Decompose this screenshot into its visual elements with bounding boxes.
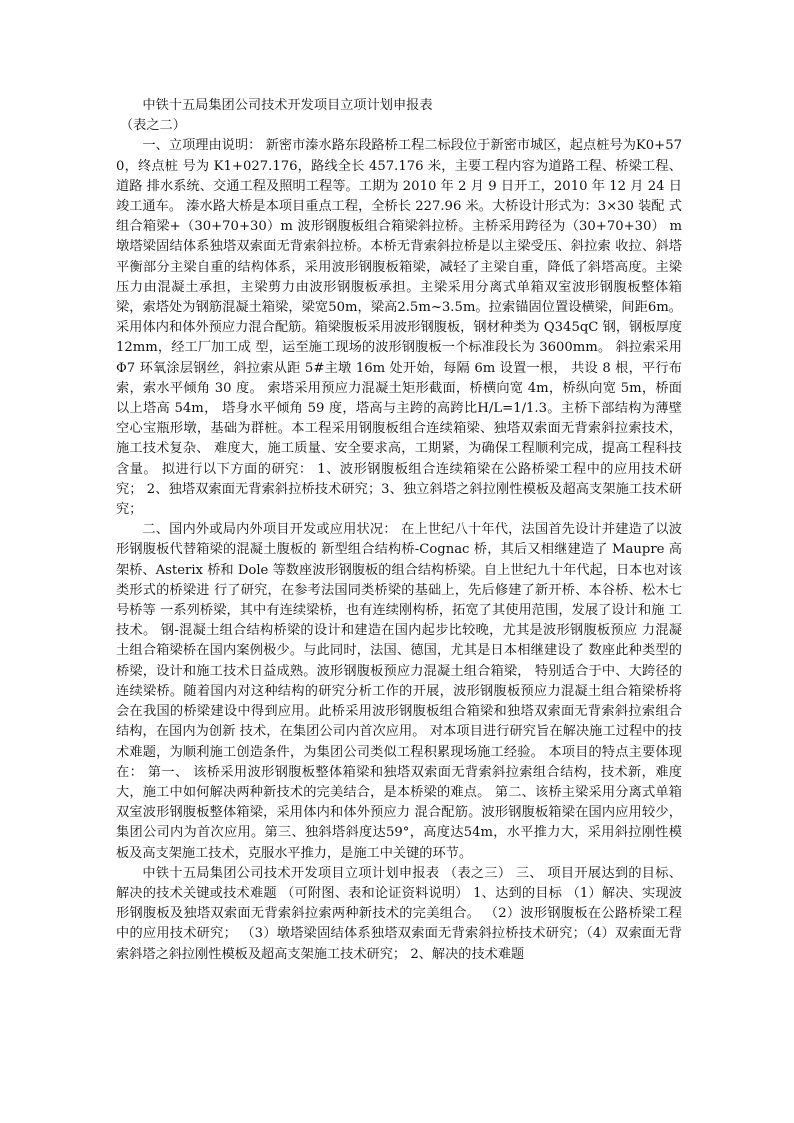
document-body: [116, 96, 682, 965]
document-subtitle: （表之二）: [120, 118, 186, 134]
paragraph-domestic-foreign-status: 二、国内外或局内外项目开发或应用状况： 在上世纪八十年代，法国首先设计并建造了以波形钢腹板代替箱梁的混凝土腹板的 新型组合结构桥-Cognac 桥，其后又相继建造了 Maupre 高架桥、Asterix 桥和 Dole 等数座波形钢腹板的组合结构桥梁。自上世纪九十年代起，日本也对该类形式的桥梁进 行了研究，在参考法国同类桥梁的基础上，先后修建了新开桥、本谷桥、松木七号桥等 一系列桥梁，其中有连续梁桥，也有连续刚构桥，拓宽了其使用范围，发展了设计和施 工技术。 钢-混凝土组合结构桥梁的设计和建造在国内起步比较晚，尤其是波形钢腹板预应 力混凝土组合箱梁桥在国内案例极少。与此同时，法国、德国，尤其是日本相继建设了 数座此种类型的桥梁，设计和施工技术日益成熟。波形钢腹板预应力混凝土组合箱梁， 特别适合于中、大跨径的连续梁桥。随着国内对这种结构的研究分析工作的开展，波形钢腹板预应力混凝土组合箱梁桥将会在我国的桥梁建设中得到应用。此桥采用波形钢腹板组合箱梁和独塔双索面无背索斜拉索组合结构，在国内为创新 技术，在集团公司内首次应用。 对本项目进行研究旨在解决施工过程中的技术难题，为顺利施工创造条件，为集团公司类似工程积累现场施工经验。 本项目的特点主要体现在： 第一、 该桥采用波形钢腹板整体箱梁和独塔双索面无背索斜拉索组合结构，技术新，难度大，施工中如何解决两种新技术的完美结合，是本桥梁的难点。 第二、该桥主梁采用分离式单箱双室波形钢腹板整体箱梁，采用体内和体外预应力 混合配筋。波形钢腹板箱梁在国内应用较少，集团公司内为首次应用。第三、独斜塔斜度达59°，高度达54m，水平推力大，采用斜拉刚性模板及高支架施工技术，克服水平推力，是施工中关键的环节。: [116, 522, 682, 861]
paragraph-project-goals: 中铁十五局集团公司技术开发项目立项计划申报表 （表之三） 三、 项目开展达到的目标、解决的技术关键或技术难题 （可附图、表和论证资料说明） 1、达到的目标 （1）解决、实现波形钢腹板及独塔双索面无背索斜拉索两种新技术的完美组合。 （2）波形钢腹板在公路桥梁工程中的应用技术研究； （3）墩塔梁固结体系独塔双索面无背索斜拉桥技术研究；（4）双索面无背索斜塔之斜拉刚性模板及超高支架施工技术研究； 2、解决的技术难题: [116, 865, 682, 962]
document-title: 中铁十五局集团公司技术开发项目立项计划申报表: [142, 98, 433, 113]
paragraph-project-reason: 一、立项理由说明： 新密市溱水路东段路桥工程二标段位于新密市城区，起点桩号为K0+570，终点桩 号为 K1+027.176，路线全长 457.176 米，主要工程内容为道路工程、桥梁工程、道路 排水系统、交通工程及照明工程等。工期为 2010 年 2 月 9 日开工，2010 年 12 月 24 日 竣工通车。 溱水路大桥是本项目重点工程，全桥长 227.96 米。大桥设计形式为：3×30 装配 式组合箱梁+（30+70+30）m 波形钢腹板组合箱梁斜拉桥。主桥采用跨径为（30+70+30） m 墩塔梁固结体系独塔双索面无背索斜拉桥。本桥无背索斜拉桥是以主梁受压、斜拉索 收拉、斜塔平衡部分主梁自重的结构体系，采用波形钢腹板箱梁，减轻了主梁自重，降低了斜塔高度。主梁压力由混凝土承担，主梁剪力由波形钢腹板承担。主梁采用分离式单箱双室波形钢腹板整体箱梁，索塔处为钢筋混凝土箱梁，梁宽50m，梁高2.5m~3.5m。拉索锚固位置设横梁，间距6m。采用体内和体外预应力混合配筋。箱梁腹板采用波形钢腹板，钢材种类为 Q345qC 钢，钢板厚度 12mm，经工厂加工成 型，运至施工现场的波形钢腹板一个标准段长为 3600mm。 斜拉索采用Φ7 环氧涂层钢丝，斜拉索从距 5#主墩 16m 处开始，每隔 6m 设置一根， 共设 8 根，平行布索，索水平倾角 30 度。 索塔采用预应力混凝土矩形截面，桥横向宽 4m，桥纵向宽 5m，桥面以上塔高 54m， 塔身水平倾角 59 度，塔高与主跨的高跨比H/L=1/1.3。主桥下部结构为薄壁空心宝瓶形墩，基础为群桩。本工程采用钢腹板组合连续箱梁、独塔双索面无背索斜拉索技术，施工技术复杂、 难度大，施工质量、安全要求高，工期紧，为确保工程顺利完成，提高工程科技含量。 拟进行以下方面的研究： 1、波形钢腹板组合连续箱梁在公路桥梁工程中的应用技术研究； 2、独塔双索面无背索斜拉桥技术研究；3、独立斜塔之斜拉刚性模板及超高支架施工技术研究；: [116, 138, 682, 518]
